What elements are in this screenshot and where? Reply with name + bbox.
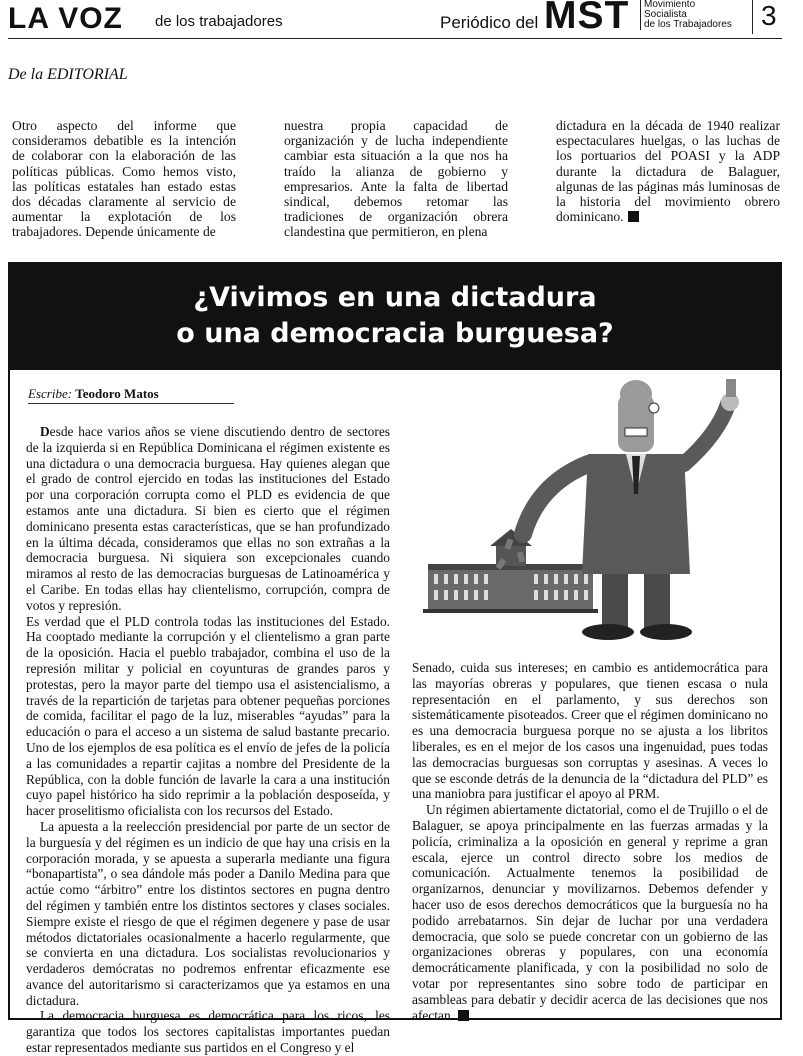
byline-label: Escribe: — [28, 386, 73, 401]
paragraph-4: La democracia burguesa es democrática para los ricos, les garantiza que todos los sectores capitalistas importantes puedan estar representados mediante sus partidos en el Congreso y el — [26, 1008, 390, 1056]
paragraph-6-text: Un régimen abiertamente dictatorial, como el de Trujillo o el de Balaguer, se apoya principalmente en las fuerzas armadas y la policía, criminaliza a la oposición en general y reprime a gran escala, ejerce un control directo sobre los medios de comunicación. Actualmente tenemos la posibilidad de organizarnos, denunciar y movilizarnos. Debemos defender y hacer uso de esos derechos democráticos que la burguesía no ha podido arrebatarnos. Sin dejar de luchar por una verdadera democracia, que solo se puede concretar con un gobierno de las organizaciones obreras y populares, con una economía democráticamente planificada, y con la posibilidad no solo de votar por representantes sino sobre todo de participar en asambleas para debatir y decidir acerca de las decisiones que nos afectan. — [412, 802, 768, 1023]
editorial-column-2: nuestra propia capacidad de organización y de lucha independiente cambiar esta situación a la que nos ha traído la alianza de gobierno y empresarios. Ante la falta de libertad sindical, debemos retomar las tradiciones de organización obrera clandestina que permitieron, en plena — [284, 118, 508, 240]
paragraph-6 — [412, 802, 768, 1023]
page-number: 3 — [752, 0, 777, 34]
masthead — [8, 0, 782, 39]
byline-author: Teodoro Matos — [75, 386, 159, 401]
periodico-label: Periódico del — [440, 13, 539, 32]
illustration-politician-palace — [418, 374, 774, 644]
mst-line-1: Movimiento — [644, 0, 696, 10]
article-column-right — [412, 660, 768, 1023]
editorial-column-1: Otro aspecto del informe que consideramos debatible es la intención de colaborar con la elaboración de las políticas públicas. Como hemos visto, las políticas estatales han estado estas dos décadas claramente al servicio de aumentar la explotación de los trabajadores. Depende únicamente de — [12, 118, 236, 240]
section-title: De la EDITORIAL — [8, 66, 128, 83]
article-title-line-2: o una democracia burguesa? — [176, 318, 614, 349]
mst-logo: MST — [544, 0, 630, 37]
drop-letter: D — [40, 424, 50, 439]
paragraph-3: La apuesta a la reelección presidencial por parte de un sector de la burguesía y del régimen es un indicio de que hay una crisis en la corporación morada, y se apuesta a superarla mediante una figura “bonapartista”, o sea dándole más poder a Danilo Medina para que actúe como “árbitro” entre los distintos sectores en pugna dentro del régimen y también entre los distintos sectores y clases sociales. Siempre existe el riesgo de que el régimen degenere y pase de usar métodos dictatoriales ocasionalmente a hacerlo regularmente, que se convierta en una dictadura. Los socialistas revolucionarios y verdaderos demócratas no podremos enfrentar eficazmente ese avance del autoritarismo si caracterizamos que ya estamos en una dictadura. — [26, 818, 390, 1008]
paragraph-1-text: esde hace varios años se viene discutiendo dentro de sectores de la izquierda si en República Dominicana el régimen existente es una dictadura o una democracia burguesa. Hay quienes alegan que el grado de control ejercido en todas las instituciones del Estado por una corporación corrupta como el PLD es evidencia de que estamos ante una dictadura. Si bien es cierto que el régimen dominicano presenta estas características, que se han profundizado en la última década, consideramos que ellas no son extrañas a la democracia burguesa. Ni siquiera son excepcionales cuando miramos al resto de las democracias burguesas de Latinoamérica y el Caribe. En todas ellas hay clientelismo, corrupción, compra de votos y represión. — [26, 424, 390, 613]
brand-title: LA VOZ — [8, 2, 123, 35]
mst-line-2: Socialista — [644, 9, 687, 20]
paragraph-5: Senado, cuida sus intereses; en cambio es antidemocrática para las mayorías obreras y populares, que tienen escasa o nula representación en el parlamento, y sus derechos son sistemáticamente pisoteados. Creer que el régimen dominicano no es una democracia burguesa porque no se ajusta a los libritos liberales, es en el mejor de los casos una ingenuidad, pues todas las democracias burguesas son corruptas y asesinas. A veces lo que se esconde detrás de la denuncia de la “dictadura del PLD” es una maniobra para justificar el apoyo al PRM. — [412, 660, 768, 802]
mst-line-3: de los Trabajadores — [644, 19, 732, 30]
paragraph-2: Es verdad que el PLD controla todas las instituciones del Estado. Ha cooptado mediante la corrupción y el clientelismo a gran parte de la oposición. Hacia el pueblo trabajador, combina el uso de la represión militar y policial en coyunturas de grandes paros y protestas, pero la mayor parte del tiempo usa el asistencialismo, a través de la repartición de tarjetas para obtener pequeñas porciones de comida, facilitar el pago de la luz, miserables “ayudas” para la educación o para el acceso a un sistema de salud bastante precario. Uno de los ejemplos de esa política es el envío de jefes de la policía a las comunidades a repartir cajitas a nombre del Presidente de la República, con la doble función de lavarle la cara a una institución cuyo papel histórico ha sido reprimir a la población desposeída, y hacer proselitismo oficialista con los recursos del Estado. — [26, 613, 390, 819]
editorial-column-3 — [556, 118, 780, 224]
end-mark-icon — [458, 1010, 469, 1021]
mst-description — [640, 0, 732, 30]
paragraph-1 — [26, 424, 390, 614]
editorial-column-3-text: dictadura en la década de 1940 realizar espectaculares huelgas, o las luchas de los portuarios del POASI y la ADP durante la dictadura de Balaguer, algunas de las páginas más luminosas de la historia del movimiento obrero dominicano. — [556, 118, 780, 225]
end-mark-icon — [628, 211, 639, 222]
byline — [28, 386, 234, 404]
article-column-left — [26, 424, 390, 1056]
article-box — [8, 262, 782, 1056]
brand-subtitle: de los trabajadores — [155, 13, 283, 30]
article-title-line-1: ¿Vivimos en una dictadura — [193, 282, 597, 313]
article-title-banner — [10, 264, 780, 370]
